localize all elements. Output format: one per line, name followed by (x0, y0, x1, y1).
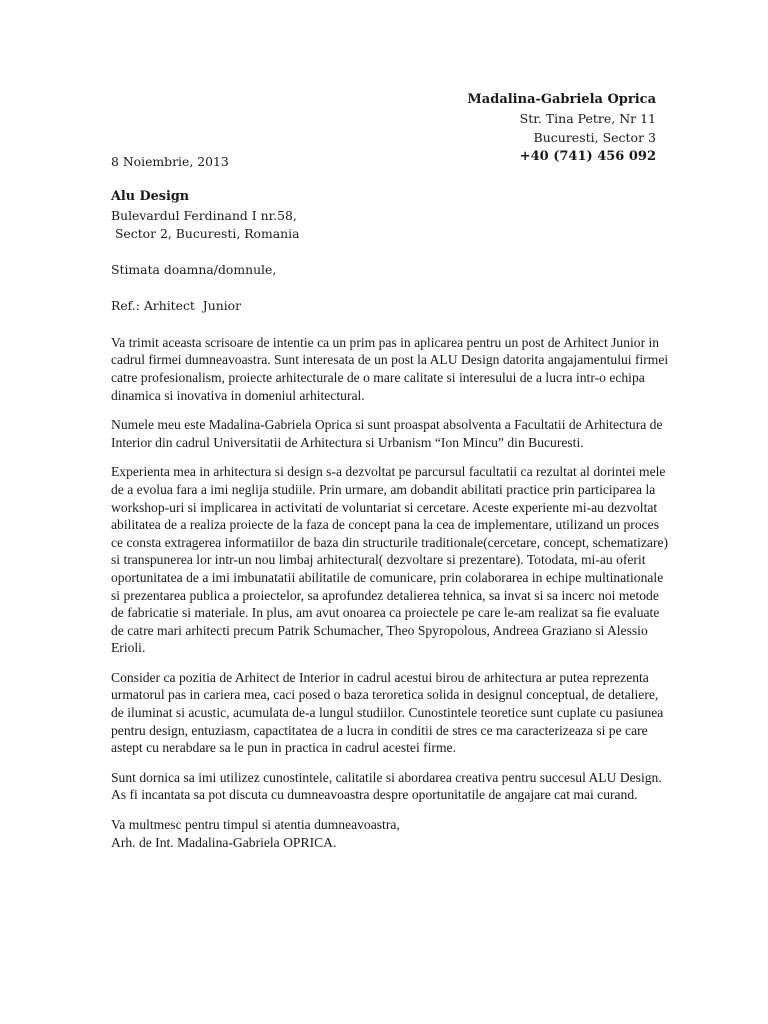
paragraph: Consider ca pozitia de Arhitect de Interior in cadrul acestui birou de arhitectura ar putea reprezenta urmatorul pas in cariera mea, caci posed o baza teroretica solida in designul conceptual, de detaliere, de iluminat si acustic, acumulata de-a lungul studiilor. Cunostintele teoretice sunt cuplate cu pasiunea pentru design, entuziasm, capactitatea de a lucra in conditii de stres ce ma caracterizeaza si pe care astept cu nerabdare sa le pun in practica in cadrul acestei firme. (111, 669, 664, 756)
paragraph: Va trimit aceasta scrisoare de intentie ca un prim pas in aplicarea pentru un post de Arhitect Junior in cadrul firmei dumneavoastra. Sunt interesata de un post la ALU Design datorita angajamentului firmei catre profesionalism, proiecte arhitecturale de o mare calitate si interesului de a lucra intr-o echipa dinamica si inovativa in domeniul arhitectural. (111, 334, 669, 403)
salutation: Stimata doamna/domnule, (111, 262, 277, 278)
sender-street: Str. Tina Petre, Nr 11 (519, 111, 656, 126)
recipient-name: Alu Design (111, 189, 190, 205)
closing-line: Va multmesc pentru timpul si atentia dumneavoastra, (111, 817, 400, 833)
recipient-block (111, 188, 671, 243)
recipient-address-line2: Sector 2, Bucuresti, Romania (111, 225, 300, 241)
letter-date: 8 Noiembrie, 2013 (111, 154, 229, 169)
sender-phone: +40 (741) 456 092 (519, 149, 656, 164)
paragraph: Sunt dornica sa imi utilizez cunostintele, calitatile si abordarea creativa pentru succesul ALU Design. As fi incantata sa pot discuta cu dumneavoastra despre oportunitatile de angajare cat mai curand. (111, 769, 662, 803)
paragraph: Experienta mea in arhitectura si design s-a dezvoltat pe parcursul facultatii ca rezultat al dorintei mele de a evolua fara a imi neglija studiile. Prin urmare, am dobandit abilitati practice prin participarea la workshop-uri si implicarea in activitati de voluntariat si cercetare. Aceste experiente mi-au dezvoltat abilitatea de a realiza proiecte de la faza de concept pana la cea de implementare, utilizand un proces ce consta extragerea informatiilor de baza din structurile traditionale(cercetare, concept, schematizare) si transpunerea lor intr-un nou limbaj arhitectural( dezvoltare si prezentare). Totodata, mi-au oferit oportunitatea de a imi imbunatatii abilitatile de comunicare, prin colaborarea in echipe multinationale si prezentarea publica a proiectelor, sa aprofundez detalierea tehnica, sa invat si sa incerc noi metode de fabricatie si materiale. In plus, am avut onoarea ca proiectele pe care le-am realizat sa fie evaluate de catre mari arhitecti precum Patrik Schumacher, Theo Spyropolous, Andreea Graziano si Alessio Erioli. (111, 464, 669, 656)
letter-body (111, 153, 671, 851)
sender-name: Madalina-Gabriela Oprica (467, 92, 656, 107)
signature-line: Arh. de Int. Madalina-Gabriela OPRICA. (111, 834, 337, 850)
recipient-address-line1: Bulevardul Ferdinand I nr.58, (111, 207, 297, 223)
reference-line: Ref.: Arhitect Junior (111, 298, 242, 314)
paragraph: Numele meu este Madalina-Gabriela Oprica si sunt proaspat absolventa a Facultatii de Arhitectura de Interior din cadrul Universitatii de Arhitectura si Urbanism “Ion Mincu” din Bucuresti. (111, 417, 663, 450)
sender-city: Bucuresti, Sector 3 (533, 130, 656, 145)
